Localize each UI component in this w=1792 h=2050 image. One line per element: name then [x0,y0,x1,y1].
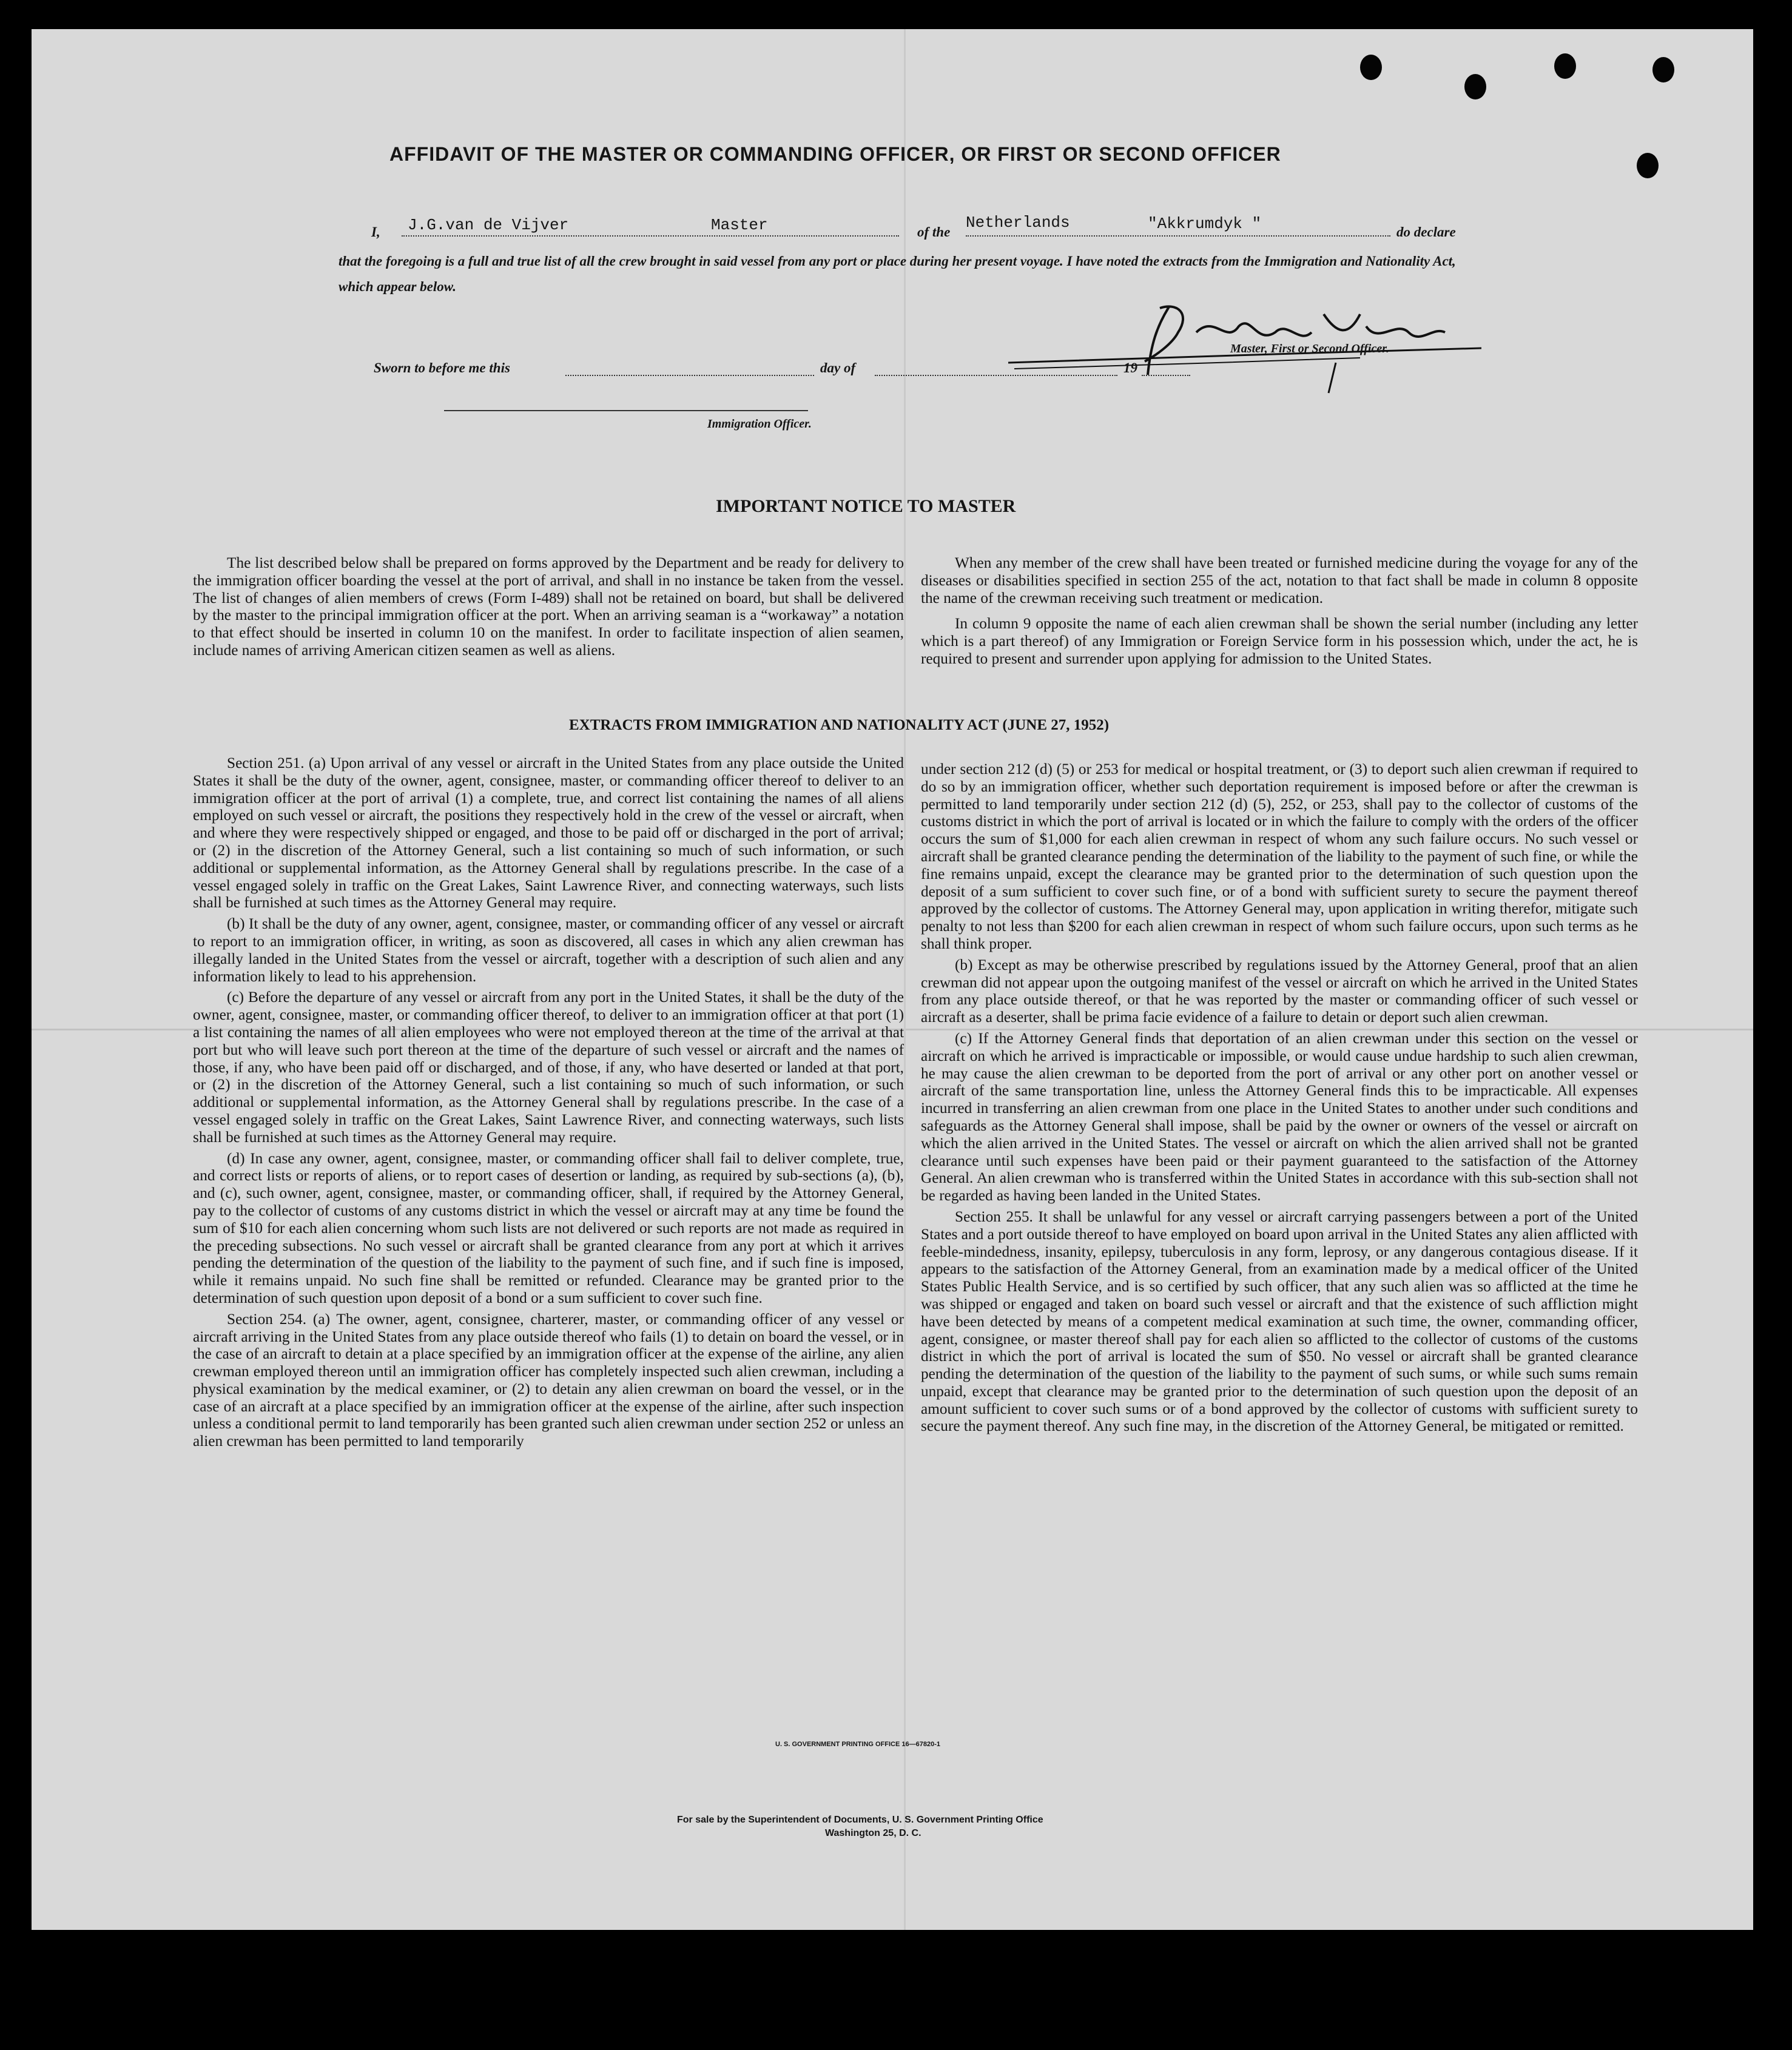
vessel-line [966,235,1390,237]
extract-paragraph: (b) It shall be the duty of any owner, agent, consignee, master, or commanding officer of any vessel or aircraft to report to an immigration officer, in writing, as soon as discovered, all cases in which any alien crewman has illegally landed in the United States from the vessel or aircraft, together with a description of such alien and any information likely to lead to his apprehension. [193,915,904,985]
immigration-officer-line [444,410,808,411]
officer-name: J.G.van de Vijver [408,216,569,234]
notice-right-column [921,554,1638,671]
affidavit-lead: I, [371,224,380,240]
declaration-text: that the foregoing is a full and true list of all the crew brought in said vessel from any port or place during her present voyage. I have noted the extracts from the Immigration and Nationality Act, which appear below. [339,254,1456,294]
signature-caption: Master, First or Second Officer. [1230,342,1389,355]
punch-hole [1464,74,1486,99]
year-prefix: 19 [1123,360,1137,375]
extract-paragraph: (c) If the Attorney General finds that deportation of an alien crewman under this section on the vessel or aircraft on which he arrived is impracticable or impossible, or would cause undue hardship to such alien crewman, he may cause the alien crewman to be deported from the port of arrival or any other port on another vessel or aircraft of the same transportation line, unless the Attorney General finds this to be impracticable. All expenses incurred in transferring an alien crewman from one place in the United States to another under such conditions and safeguards as the Attorney General shall impose, shall be paid by the owner or owners of the vessel or aircraft on which the alien arrived in the United States. The vessel or aircraft on which the alien arrived shall not be granted clearance until such expenses have been paid or their payment guaranteed to the satisfaction of the Attorney General. An alien crewman who is transferred within the United States in accordance with this sub-section shall not be regarded as having been landed in the United States. [921,1029,1638,1205]
affidavit-title: AFFIDAVIT OF THE MASTER OR COMMANDING OFFICER, OR FIRST OR SECOND OFFICER [389,143,1281,165]
sale-notice-line-1: For sale by the Superintendent of Documents, U. S. Government Printing Office [677,1815,1043,1825]
officer-rank: Master [711,216,768,234]
extracts-right-column [921,761,1638,1439]
sworn-year-line [1142,375,1190,376]
extract-paragraph: (d) In case any owner, agent, consignee, master, or commanding officer shall fail to deliver complete, true, and correct lists or reports of aliens, or to report cases of desertion or landing, as required by sub-sections (a), (b), and (c), such owner, agent, consignee, master, or commanding officer, shall, if required by the Attorney General, pay to the collector of customs of any customs district in which the vessel or aircraft may at any time be found the sum of $10 for each alien concerning whom such lists are not delivered or such reports are not made as required in the preceding subsections. No such vessel or aircraft shall be granted clearance from any port at which it arrives pending the determination of the question of the liability to the payment of such fine, and if such fine is imposed, while it remains unpaid. No such fine shall be remitted or refunded. Clearance may be granted prior to the determination of such question upon deposit of a bond or a sum sufficient to cover such fine. [193,1149,904,1306]
punch-hole [1360,55,1382,80]
punch-hole [1637,153,1659,178]
do-declare-label: do declare [1396,224,1456,240]
extracts-title: EXTRACTS FROM IMMIGRATION AND NATIONALITY ACT (JUNE 27, 1952) [569,717,1110,733]
extracts-left-column [193,754,904,1454]
sworn-label: Sworn to before me this [374,360,510,375]
vessel-nationality: Netherlands [966,213,1070,232]
notice-title: IMPORTANT NOTICE TO MASTER [716,496,1016,516]
punch-hole [1652,57,1674,82]
sworn-month-line [875,375,1117,376]
extract-paragraph: under section 212 (d) (5) or 253 for medical or hospital treatment, or (3) to deport such alien crewman if required to do so by an immigration officer, whether such deportation requirement is imposed before or after the crewman is permitted to land temporarily under section 212 (d) (5), 252, or 253, shall pay to the collector of customs of the customs district in which the port of arrival is located or in which the failure to comply with the orders of the officer occurs the sum of $1,000 for each alien crewman in respect of whom any such failure occurs. No such vessel or aircraft shall be granted clearance pending the determination of the liability to the payment of such fine, or while the fine remains unpaid, except the clearance may be granted prior to the determination of such question upon the deposit of a sum sufficient to cover such fine, or of a bond with sufficient surety to secure the payment thereof approved by the collector of customs. The Attorney General may, upon application in writing therefor, mitigate such penalty to not less than $200 for each alien crewman in respect of whom such failure occurs, upon such terms as he shall think proper. [921,761,1638,952]
extract-paragraph: (c) Before the departure of any vessel or aircraft from any port in the United States, it shall be the duty of the owner, agent, consignee, master, or commanding officer thereof, to deliver to an immigration officer at that port (1) a list containing the names of all alien employees who were not employed thereon at the time of the arrival at that port but who will leave such port thereon at the time of the departure of such vessel or aircraft and the names of those, if any, who have been paid off or discharged, and of those, if any, who have deserted or landed at that port, or (2) in the discretion of the Attorney General, such a list containing so much of such information, or such additional or supplemental information, as the Attorney General shall by regulations prescribe. In the case of a vessel engaged solely in traffic on the Great Lakes, Saint Lawrence River, and connecting waterways, such lists shall be furnished at such times as the Attorney General may require. [193,989,904,1146]
document-page [32,29,1753,1930]
extract-paragraph: Section 255. It shall be unlawful for any vessel or aircraft carrying passengers between a port of the United States and a port outside thereof to have employed on board upon arrival in the United States any alien afflicted with feeble-mindedness, insanity, epilepsy, tuberculosis in any form, leprosy, or any dangerous contagious disease. If it appears to the satisfaction of the Attorney General, from an examination made by a medical officer of the United States Public Health Service, and is so certified by such officer, that any such alien was so afflicted at the time he was shipped or engaged and taken on board such vessel or aircraft and that the existence of such affliction might have been detected by means of a competent medical examination at such time, the owner, commanding officer, agent, consignee, or master thereof shall pay for each alien so afflicted to the collector of customs of the customs district in which the port of arrival is located the sum of $50. No vessel or aircraft shall be granted clearance pending the determination of the question of the liability to the payment of such sums, or while such sums remain unpaid, except that clearance may be granted prior to the determination of such question upon the deposit of an amount sufficient to cover such sums or of a bond approved by the collector of customs with sufficient surety to secure the payment thereof. Any such fine may, in the discretion of the Attorney General, be mitigated or remitted. [921,1208,1638,1435]
sworn-day-line [565,375,814,376]
of-the-label: of the [917,224,951,240]
vessel-name: "Akkrumdyk " [1148,215,1262,233]
notice-paragraph: When any member of the crew shall have been treated or furnished medicine during the voyage for any of the diseases or disabilities specified in section 255 of the act, notation to that fact shall be made in column 8 opposite the name of the crewman receiving such treatment or medication. [921,554,1638,607]
day-of-label: day of [820,360,856,375]
extract-paragraph: Section 254. (a) The owner, agent, consignee, charterer, master, or commanding officer of any vessel or aircraft arriving in the United States from any place outside thereof who fails (1) to detain on board the vessel, or in the case of an aircraft to detain at a place specified by an immigration officer at the expense of the airline, any alien crewman employed thereon until an immigration officer has completely inspected such alien crewman, including a physical examination by the medical examiner, or (2) to detain any alien crewman on board the vessel, or in the case of an aircraft at a place specified by an immigration officer at the expense of the airline, after such inspection unless a conditional permit to land temporarily has been granted such alien crewman under section 252 or unless an alien crewman has been permitted to land temporarily [193,1310,904,1450]
extract-paragraph: (b) Except as may be otherwise prescribed by regulations issued by the Attorney General, proof that an alien crewman did not appear upon the outgoing manifest of the vessel or aircraft on which he arrived in the United States from any place outside thereof, or that he was reported by the master or commanding officer of such vessel or aircraft as a deserter, shall be prima facie evidence of a failure to detain or deport such alien crewman. [921,956,1638,1026]
printing-office-imprint: U. S. GOVERNMENT PRINTING OFFICE 16—67820-1 [775,1741,941,1748]
notice-paragraph: The list described below shall be prepared on forms approved by the Department and be ready for delivery to the immigration officer boarding the vessel at the port of arrival, and shall in no instance be taken from the vessel. The list of changes of alien members of crews (Form I-489) shall not be retained on board, but shall be delivered by the master to the principal immigration officer at the port. When an arriving seaman is a “workaway” a notation to that effect should be inserted in column 10 on the manifest. In order to facilitate inspection of alien seamen, include names of arriving American citizen seamen as well as aliens. [193,554,904,659]
fold-crease [904,29,906,1930]
extract-paragraph: Section 251. (a) Upon arrival of any vessel or aircraft in the United States from any place outside the United States it shall be the duty of the owner, agent, consignee, master, or commanding officer thereof to deliver to an immigration officer at the port of arrival (1) a complete, true, and correct list containing the names of all aliens employed on such vessel or aircraft, the positions they respectively hold in the crew of the vessel or aircraft, when and where they were respectively shipped or engaged, and those to be paid off or discharged in the port of arrival; or (2) in the discretion of the Attorney General, such a list containing so much of such information, or such additional or supplemental information, as the Attorney General shall by regulations prescribe. In the case of a vessel engaged solely in traffic on the Great Lakes, Saint Lawrence River, and connecting waterways, such lists shall be furnished at such times as the Attorney General may require. [193,754,904,912]
punch-hole [1554,53,1576,79]
name-line [402,235,899,237]
notice-left-column [193,554,904,663]
notice-paragraph: In column 9 opposite the name of each alien crewman shall be shown the serial number (including any letter which is a part thereof) of any Immigration or Foreign Service form in his possession which, under the act, he is required to present and surrender upon applying for admission to the United States. [921,615,1638,667]
immigration-officer-caption: Immigration Officer. [707,417,812,431]
sale-notice-line-2: Washington 25, D. C. [825,1828,921,1838]
